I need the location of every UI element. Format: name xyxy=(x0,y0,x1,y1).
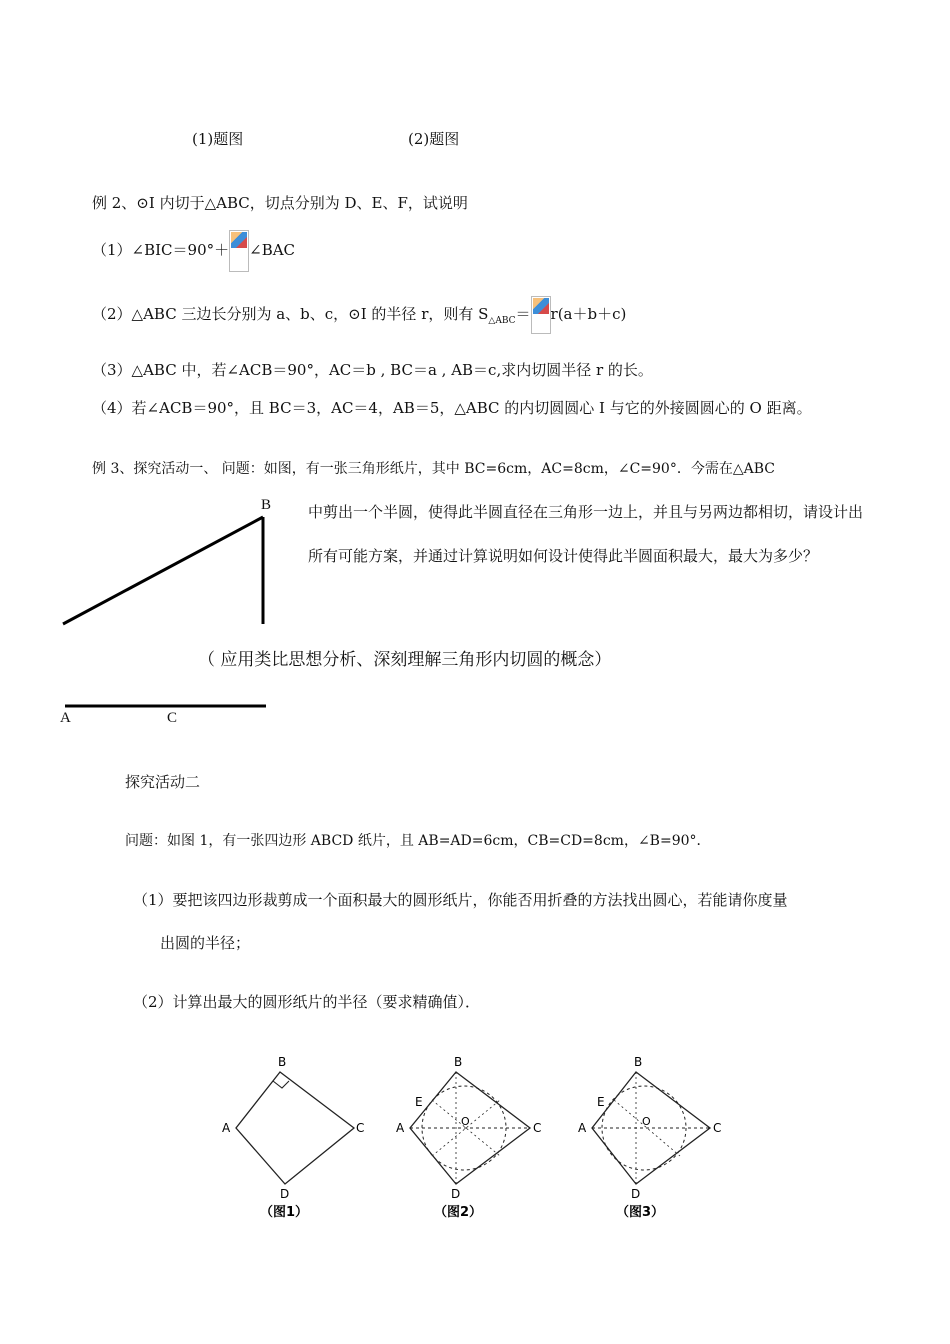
fig2-caption: （图2） xyxy=(434,1205,483,1220)
fig2-label-e: E xyxy=(415,1095,423,1109)
fig2-label-c: C xyxy=(533,1121,542,1135)
activity-2-title: 探究活动二 xyxy=(125,773,201,791)
fig1-label-a: A xyxy=(222,1121,231,1135)
fig3-label-o: O xyxy=(642,1115,651,1128)
fig2-label-o: O xyxy=(461,1115,470,1128)
fig3-label-c: C xyxy=(713,1121,722,1135)
fig3-label-d: D xyxy=(631,1187,641,1201)
q1-prefix: （1）∠BIC＝90°＋ xyxy=(92,241,230,259)
caption-figure-1: (1)题图 xyxy=(192,130,244,148)
q2-prefix: （2）△ABC 三边长分别为 a、b、c，⊙I 的半径 r，则有 S xyxy=(92,305,489,323)
example-2-intro: 例 2、⊙I 内切于△ABC，切点分别为 D、E、F，试说明 xyxy=(92,194,468,212)
fig3-label-e: E xyxy=(597,1095,605,1109)
example-2-q4: （4）若∠ACB＝90°，且 BC＝3，AC＝4，AB＝5，△ABC 的内切圆圆心 I 与它的外接圆圆心的 O 距离。 xyxy=(92,399,812,417)
activity-2-q1-line1: （1）要把该四边形裁剪成一个面积最大的圆形纸片，你能否用折叠的方法找出圆心，若能请你度量 xyxy=(133,891,788,909)
fig2-label-a: A xyxy=(396,1121,405,1135)
activity-2-q1-line2: 出圆的半径； xyxy=(160,934,251,952)
example-3-body: 中剪出一个半圆，使得此半圆直径在三角形一边上，并且与另两边都相切，请设计出所有可能方案，并通过计算说明如何设计使得此半圆面积最大，最大为多少？ xyxy=(308,503,864,565)
fig1-caption: （图1） xyxy=(260,1205,309,1220)
example-2-q3: （3）△ABC 中，若∠ACB＝90°，AC＝b , BC＝a , AB＝c,求内切圆半径 r 的长。 xyxy=(92,361,653,379)
figure-2 xyxy=(396,1055,541,1220)
q1-suffix: ∠BAC xyxy=(249,241,296,259)
q2-subscript: △ABC xyxy=(488,316,516,326)
triangle-label-c: C xyxy=(167,710,178,726)
hypotenuse-line xyxy=(63,517,263,624)
example-3-line1: 例 3、探究活动一、 问题：如图，有一张三角形纸片，其中 BC=6cm，AC=8cm，∠C=90°．今需在△ABC xyxy=(92,461,775,477)
figure-3 xyxy=(578,1055,721,1220)
fig1-label-b: B xyxy=(278,1055,287,1069)
caption-figure-2: (2)题图 xyxy=(408,130,460,148)
fig2-label-d: D xyxy=(451,1187,461,1201)
figure-1 xyxy=(222,1055,364,1220)
q2-equals: ＝ xyxy=(515,305,531,323)
triangle-label-b: B xyxy=(261,497,272,513)
fig3-label-b: B xyxy=(634,1055,643,1069)
fig3-label-a: A xyxy=(578,1121,587,1135)
example-3-note: （ 应用类比思想分析、深刻理解三角形内切圆的概念） xyxy=(198,650,612,670)
q2-suffix: r(a＋b＋c) xyxy=(550,305,627,323)
fig3-caption: （图3） xyxy=(616,1205,665,1220)
fig1-label-c: C xyxy=(356,1121,365,1135)
activity-2-problem: 问题：如图 1，有一张四边形 ABCD 纸片，且 AB=AD=6cm，CB=CD=8cm，∠B=90°． xyxy=(125,833,711,849)
fig1-label-d: D xyxy=(280,1187,290,1201)
triangle-label-a: A xyxy=(60,710,71,726)
activity-2-q2: （2）计算出最大的圆形纸片的半径（要求精确值）． xyxy=(133,993,481,1011)
fig2-label-b: B xyxy=(454,1055,463,1069)
quadrilateral-figures xyxy=(210,1048,740,1228)
